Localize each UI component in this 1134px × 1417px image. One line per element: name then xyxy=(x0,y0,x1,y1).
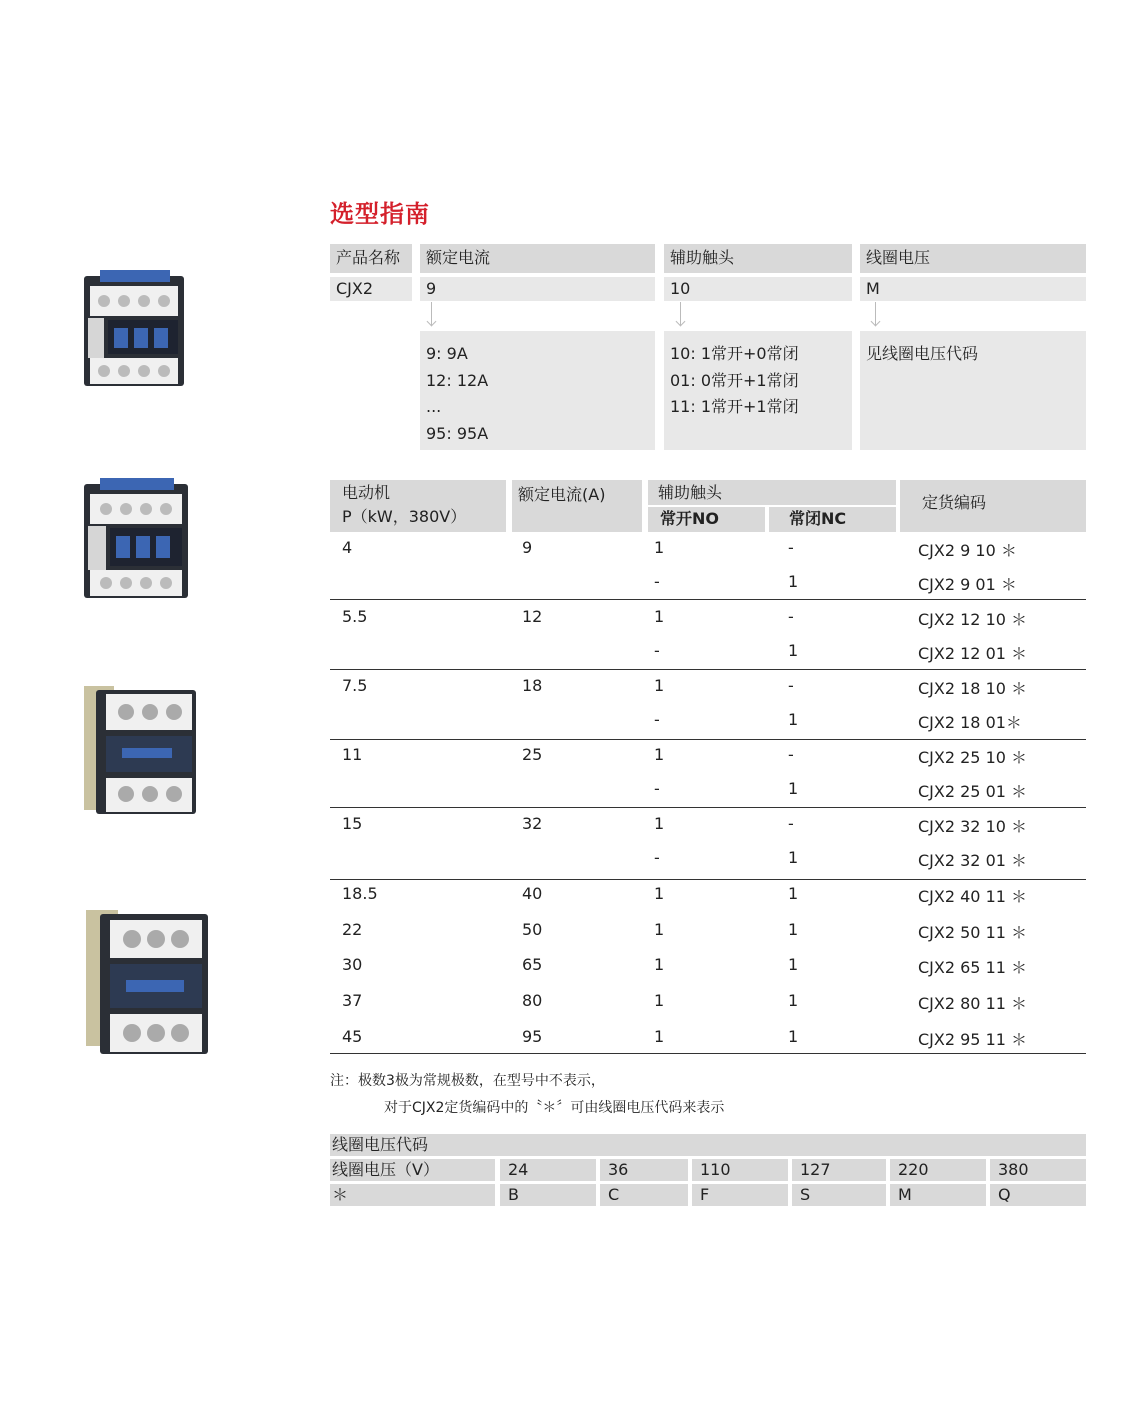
cell-no: - xyxy=(654,710,660,729)
cell-nc: - xyxy=(788,814,794,833)
cell-nc: 1 xyxy=(788,884,799,903)
cell-rated-current: 25 xyxy=(522,745,543,764)
row-divider xyxy=(330,599,1086,600)
cell-rated-current: 95 xyxy=(522,1027,543,1046)
cell-rated-current: 32 xyxy=(522,814,543,833)
note-line-2: 对于CJX2定货编码中的〝＊〞可由线圈电压代码来表示 xyxy=(384,1100,725,1116)
cell-nc: 1 xyxy=(788,991,799,1010)
cell-nc: 1 xyxy=(788,920,799,939)
cell-no: - xyxy=(654,572,660,591)
cell-motor-power: 22 xyxy=(342,920,363,939)
value-aux-contact: 10 xyxy=(664,277,852,301)
coil-code-value: S xyxy=(792,1184,886,1206)
cell-nc: 1 xyxy=(788,641,799,660)
cell-no: 1 xyxy=(654,884,665,903)
cell-motor-power: 45 xyxy=(342,1027,363,1046)
option-line: 01: 0常开+1常闭 xyxy=(670,370,799,390)
contactor-image-small-2 xyxy=(80,476,194,606)
cell-rated-current: 80 xyxy=(522,991,543,1010)
value-product-name: CJX2 xyxy=(330,277,412,301)
cell-motor-power: 7.5 xyxy=(342,676,368,695)
arrow-head xyxy=(427,317,437,327)
cell-order-code: CJX2 18 01＊ xyxy=(918,713,1022,732)
cell-nc: 1 xyxy=(788,572,799,591)
contactor-image-large xyxy=(84,904,214,1060)
cell-order-code: CJX2 12 10 ＊ xyxy=(918,610,1028,629)
option-line: 9: 9A xyxy=(426,344,468,363)
coil-voltage-value: 127 xyxy=(792,1159,886,1181)
cell-no: 1 xyxy=(654,676,665,695)
cell-nc: - xyxy=(788,676,794,695)
cell-order-code: CJX2 95 11 ＊ xyxy=(918,1030,1028,1049)
cell-no: - xyxy=(654,848,660,867)
cell-nc: 1 xyxy=(788,848,799,867)
coil-voltage-label: 线圈电压（V） xyxy=(330,1159,495,1181)
cell-rated-current: 18 xyxy=(522,676,543,695)
col-nc: 常闭NC xyxy=(789,509,847,528)
cell-order-code: CJX2 9 01 ＊ xyxy=(918,575,1017,594)
cell-motor-power: 15 xyxy=(342,814,363,833)
cell-motor-power: 30 xyxy=(342,955,363,974)
voltage-note-box xyxy=(860,331,1086,450)
cell-order-code: CJX2 40 11 ＊ xyxy=(918,887,1028,906)
coil-voltage-value: 110 xyxy=(692,1159,788,1181)
coil-code-value: Q xyxy=(990,1184,1086,1206)
coil-code-value: F xyxy=(692,1184,788,1206)
option-line: 12: 12A xyxy=(426,370,489,390)
option-line: 11: 1常开+1常闭 xyxy=(670,397,799,416)
cell-rated-current: 50 xyxy=(522,920,543,939)
cell-no: 1 xyxy=(654,1027,665,1046)
value-coil-voltage: M xyxy=(860,277,1086,301)
cell-no: - xyxy=(654,641,660,660)
col-rated-current: 额定电流(A) xyxy=(518,485,606,504)
row-divider xyxy=(330,669,1086,670)
cell-order-code: CJX2 9 10 ＊ xyxy=(918,541,1017,560)
cell-order-code: CJX2 25 10 ＊ xyxy=(918,748,1028,767)
arrow-head xyxy=(676,317,686,327)
cell-rated-current: 12 xyxy=(522,607,543,626)
page-title: 选型指南 xyxy=(330,200,430,228)
cell-order-code: CJX2 32 01 ＊ xyxy=(918,851,1028,870)
coil-voltage-value: 220 xyxy=(890,1159,986,1181)
voltage-note: 见线圈电压代码 xyxy=(866,344,979,363)
col-motor-line1: 电动机 xyxy=(342,483,391,502)
coil-code-value: M xyxy=(890,1184,986,1206)
cell-no: - xyxy=(654,779,660,798)
cell-no: 1 xyxy=(654,538,665,557)
header-rated-current: 额定电流 xyxy=(420,244,655,273)
arrow-head xyxy=(871,317,881,327)
header-aux-contact: 辅助触头 xyxy=(664,244,852,273)
coil-table-title: 线圈电压代码 xyxy=(330,1134,1086,1156)
cell-rated-current: 9 xyxy=(522,538,533,557)
note-line-1: 注：极数3极为常规极数，在型号中不表示， xyxy=(330,1073,605,1089)
cell-no: 1 xyxy=(654,814,665,833)
cell-nc: - xyxy=(788,538,794,557)
coil-code-value: C xyxy=(600,1184,688,1206)
cell-nc: 1 xyxy=(788,710,799,729)
contact-options-box xyxy=(664,331,852,450)
cell-order-code: CJX2 12 01 ＊ xyxy=(918,644,1028,663)
cell-motor-power: 11 xyxy=(342,745,363,764)
cell-nc: - xyxy=(788,607,794,626)
col-order-code: 定货编码 xyxy=(922,493,987,512)
row-divider xyxy=(330,807,1086,808)
col-motor-line2: P（kW，380V） xyxy=(342,507,467,526)
cell-nc: 1 xyxy=(788,1027,799,1046)
option-line: 10: 1常开+0常闭 xyxy=(670,344,799,363)
cell-motor-power: 18.5 xyxy=(342,884,378,903)
cell-motor-power: 4 xyxy=(342,538,353,557)
contactor-image-small-1 xyxy=(80,268,190,394)
contactor-image-medium xyxy=(82,680,202,820)
coil-code-label: ＊ xyxy=(330,1184,495,1206)
cell-order-code: CJX2 65 11 ＊ xyxy=(918,958,1028,977)
row-divider xyxy=(330,739,1086,740)
cell-motor-power: 5.5 xyxy=(342,607,368,626)
cell-order-code: CJX2 50 11 ＊ xyxy=(918,923,1028,942)
cell-no: 1 xyxy=(654,745,665,764)
coil-voltage-value: 24 xyxy=(500,1159,596,1181)
cell-rated-current: 65 xyxy=(522,955,543,974)
cell-no: 1 xyxy=(654,920,665,939)
coil-code-value: B xyxy=(500,1184,596,1206)
cell-nc: - xyxy=(788,745,794,764)
cell-no: 1 xyxy=(654,955,665,974)
col-no: 常开NO xyxy=(660,509,719,528)
header-coil-voltage: 线圈电压 xyxy=(860,244,1086,273)
cell-nc: 1 xyxy=(788,779,799,798)
cell-no: 1 xyxy=(654,991,665,1010)
cell-no: 1 xyxy=(654,607,665,626)
cell-nc: 1 xyxy=(788,955,799,974)
option-line: 95: 95A xyxy=(426,423,489,443)
option-line: ... xyxy=(426,397,442,416)
coil-voltage-value: 380 xyxy=(990,1159,1086,1181)
cell-rated-current: 40 xyxy=(522,884,543,903)
coil-voltage-value: 36 xyxy=(600,1159,688,1181)
row-divider xyxy=(330,879,1086,880)
cell-order-code: CJX2 25 01 ＊ xyxy=(918,782,1028,801)
value-rated-current: 9 xyxy=(420,277,655,301)
header-product-name: 产品名称 xyxy=(330,244,412,273)
cell-order-code: CJX2 80 11 ＊ xyxy=(918,994,1028,1013)
row-divider xyxy=(330,1053,1086,1054)
cell-order-code: CJX2 32 10 ＊ xyxy=(918,817,1028,836)
col-aux-contact: 辅助触头 xyxy=(658,483,723,502)
current-options-box xyxy=(420,331,655,450)
cell-order-code: CJX2 18 10 ＊ xyxy=(918,679,1028,698)
cell-motor-power: 37 xyxy=(342,991,363,1010)
